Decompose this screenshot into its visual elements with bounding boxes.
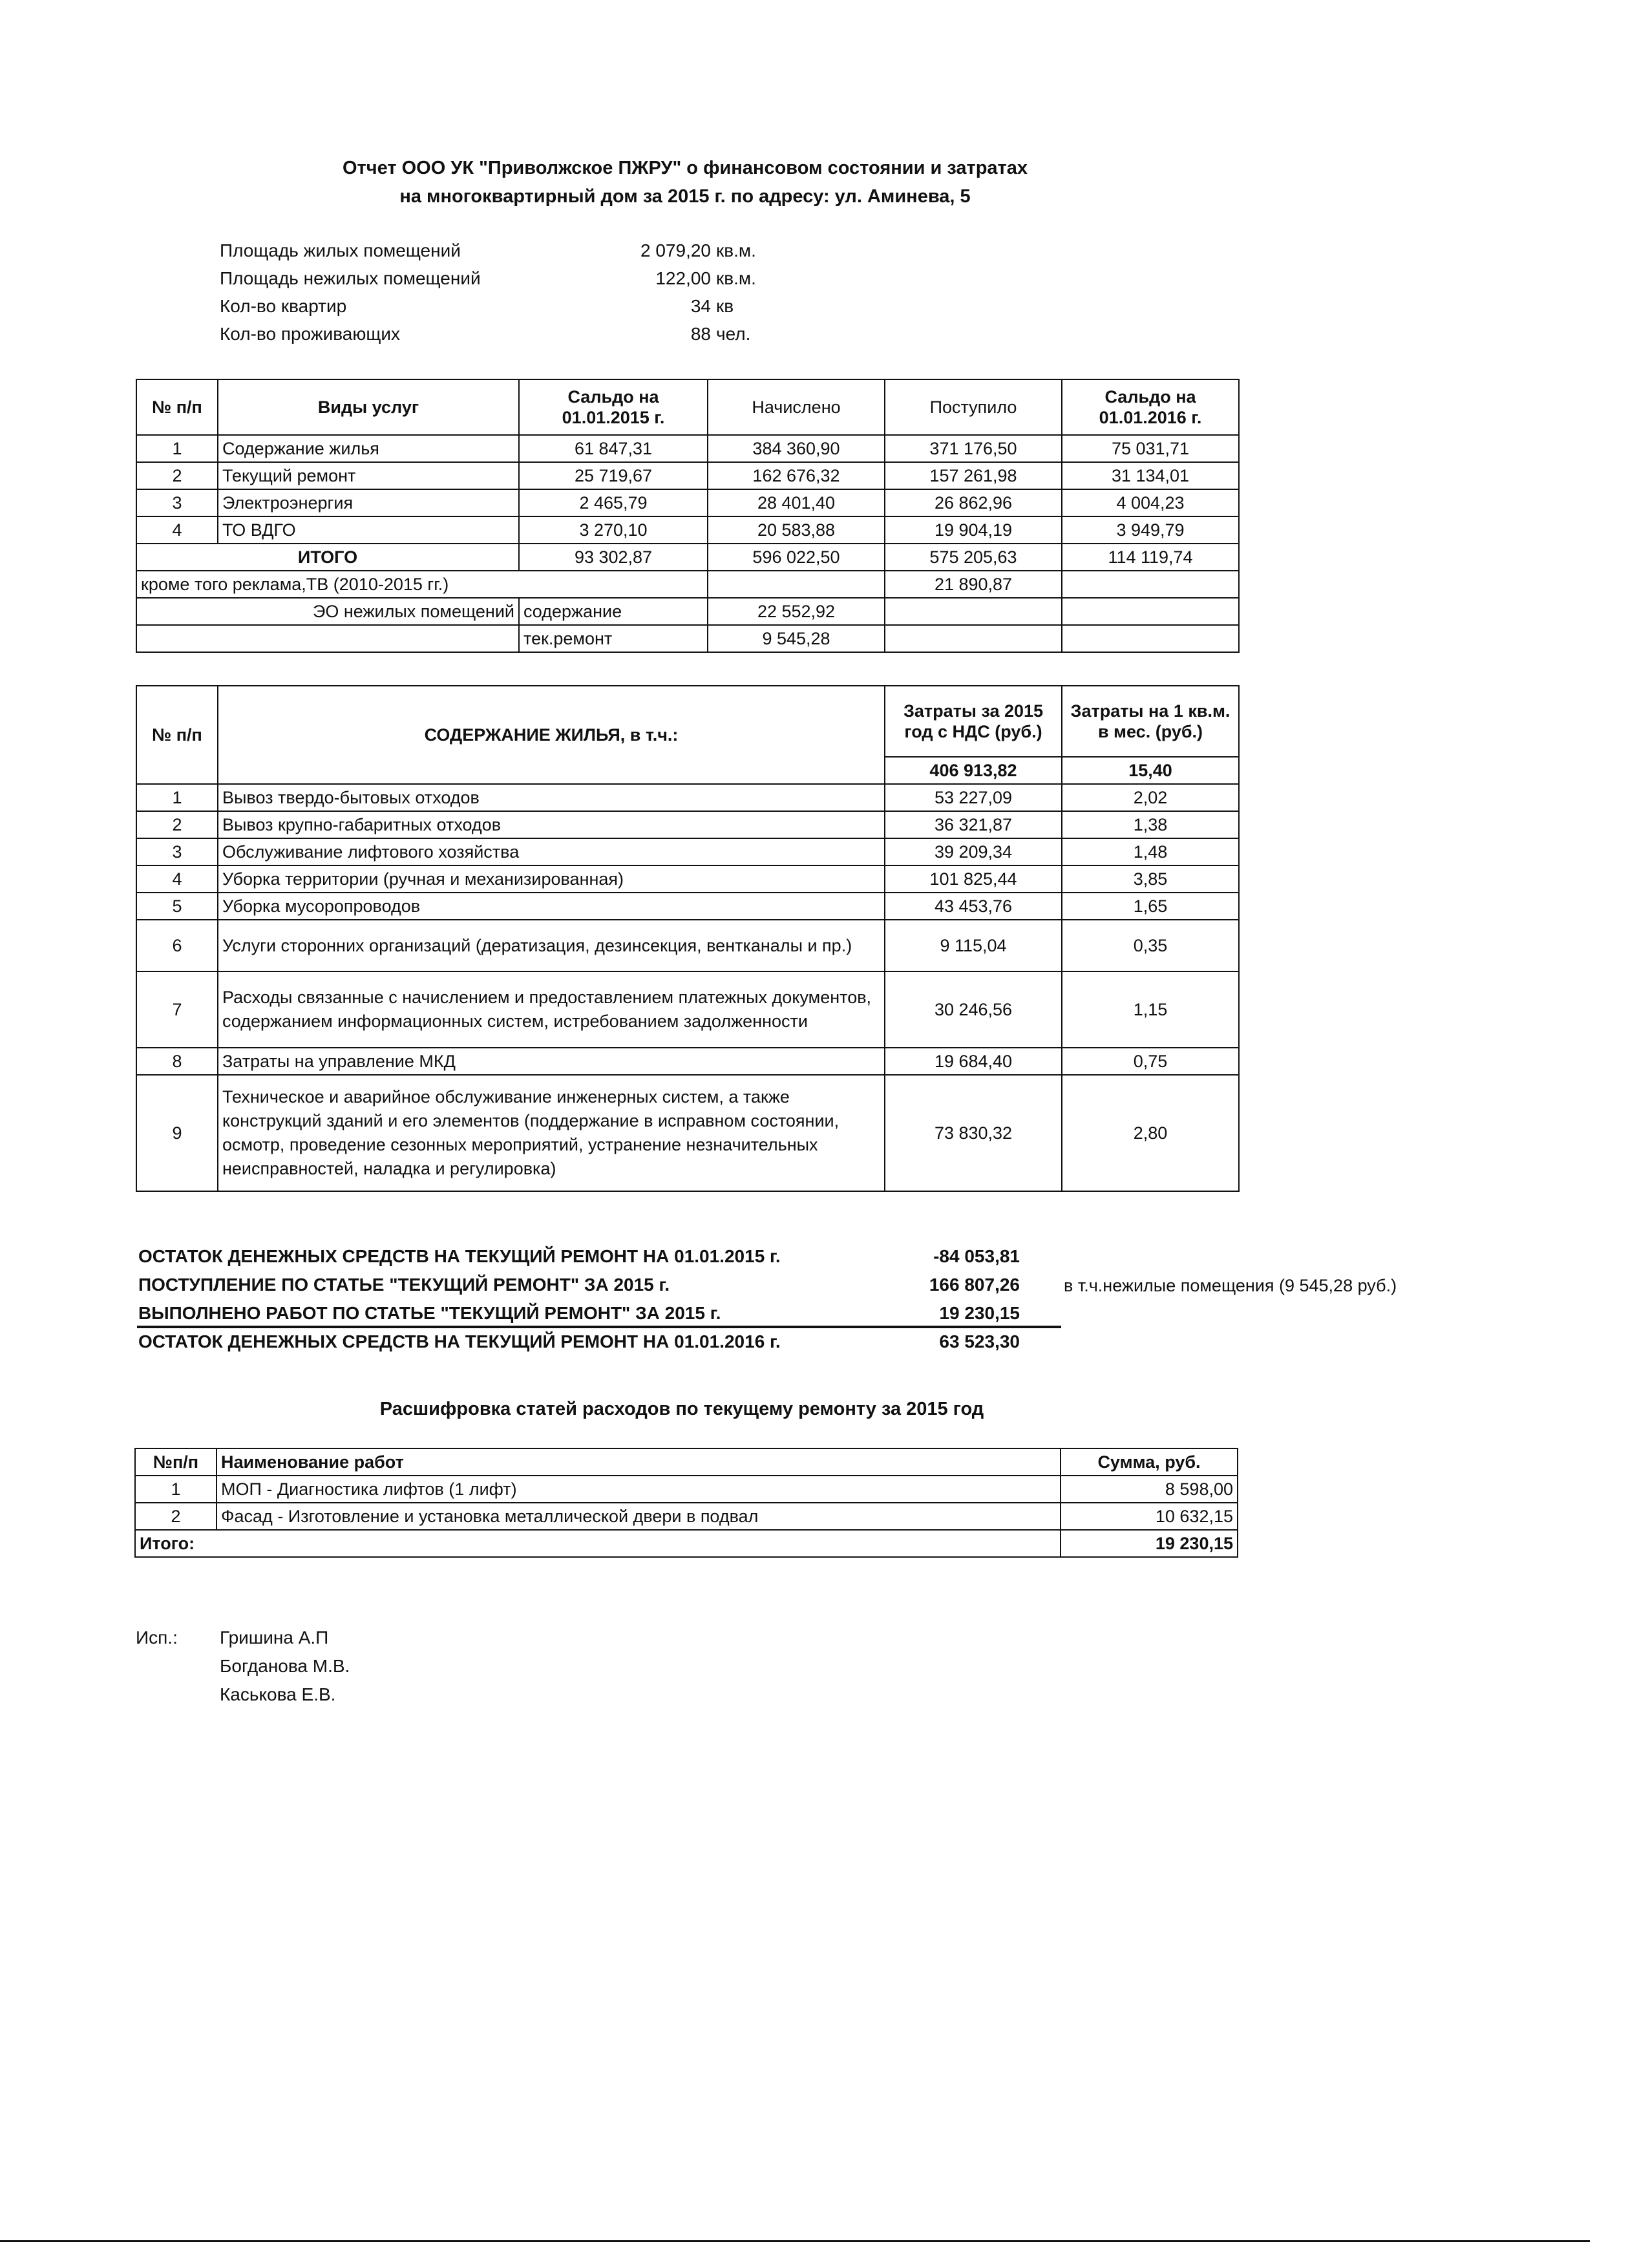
cell-service: Электроэнергия <box>218 489 519 516</box>
col-header-num: № п/п <box>136 379 218 435</box>
cell-cost: 9 115,04 <box>885 920 1062 971</box>
table-row <box>136 893 1239 920</box>
cell-per-m2: 0,75 <box>1062 1048 1239 1075</box>
cell-num: 5 <box>136 893 218 920</box>
summary-value: 19 230,15 <box>939 1303 1020 1323</box>
report-title-line1: Отчет ООО УК "Приволжское ПЖРУ" о финансовом состоянии и затратах <box>342 158 1028 178</box>
extra-row <box>136 571 1239 598</box>
cell-service: ТО ВДГО <box>218 516 519 544</box>
cell-num: 6 <box>136 920 218 971</box>
extra-eo-label: ЭО нежилых помещений <box>136 598 519 625</box>
signature-name: Богданова М.В. <box>220 1656 350 1676</box>
signature-name: Гришина А.П <box>220 1627 329 1648</box>
cell-received: 157 261,98 <box>885 462 1062 489</box>
total-label: Итого: <box>135 1530 1061 1557</box>
summary-label: ОСТАТОК ДЕНЕЖНЫХ СРЕДСТВ НА ТЕКУЩИЙ РЕМОНТ НА 01.01.2015 г. <box>138 1246 781 1266</box>
extra-repair-received <box>885 625 1062 652</box>
repair-breakdown-table <box>134 1448 1238 1558</box>
table-row <box>136 1048 1239 1075</box>
summary-note: в т.ч.нежилые помещения (9 545,28 руб.) <box>1064 1276 1397 1295</box>
cell-saldo-end: 4 004,23 <box>1062 489 1239 516</box>
cell-per-m2: 1,38 <box>1062 811 1239 838</box>
cell-name: Обслуживание лифтового хозяйства <box>218 838 885 865</box>
signature-label: Исп.: <box>136 1627 178 1648</box>
extra-repair-label <box>136 625 519 652</box>
signature-name: Каськова Е.В. <box>220 1684 336 1704</box>
cell-sum: 8 598,00 <box>1061 1476 1238 1503</box>
info-label: Кол-во проживающих <box>220 324 401 344</box>
cell-charged: 162 676,32 <box>708 462 885 489</box>
table-row <box>136 462 1239 489</box>
cell-per-m2: 2,02 <box>1062 784 1239 811</box>
cell-name: МОП - Диагностика лифтов (1 лифт) <box>217 1476 1061 1503</box>
cell-saldo-start: 25 719,67 <box>519 462 708 489</box>
col-header-per-m2: Затраты на 1 кв.м. в мес. (руб.) <box>1062 686 1239 757</box>
col-header-service: Виды услуг <box>218 379 519 435</box>
extra-eo-received <box>885 598 1062 625</box>
total-sum: 19 230,15 <box>1061 1530 1238 1557</box>
cell-received: 19 904,19 <box>885 516 1062 544</box>
summary-label: ВЫПОЛНЕНО РАБОТ ПО СТАТЬЕ "ТЕКУЩИЙ РЕМОНТ" ЗА 2015 г. <box>138 1303 721 1323</box>
table-row <box>136 489 1239 516</box>
summary-divider <box>137 1326 1061 1328</box>
extra-row <box>136 598 1239 625</box>
cell-num: 4 <box>136 516 218 544</box>
cell-saldo-end: 75 031,71 <box>1062 435 1239 462</box>
cell-per-m2: 1,65 <box>1062 893 1239 920</box>
info-label: Площадь нежилых помещений <box>220 268 481 288</box>
table-total-row <box>136 544 1239 571</box>
total-cost: 406 913,82 <box>885 757 1062 784</box>
table-row <box>136 920 1239 971</box>
table-row <box>136 784 1239 811</box>
cell-per-m2: 3,85 <box>1062 865 1239 893</box>
col-header-saldo-end: Сальдо на 01.01.2016 г. <box>1062 379 1239 435</box>
summary-value: -84 053,81 <box>933 1246 1020 1266</box>
services-table <box>136 379 1240 653</box>
cell-name: Затраты на управление МКД <box>218 1048 885 1075</box>
info-label: Кол-во квартир <box>220 296 347 316</box>
extra-eo-sub: содержание <box>519 598 708 625</box>
total-saldo-end: 114 119,74 <box>1062 544 1239 571</box>
table-row <box>135 1503 1238 1530</box>
cell-name: Уборка территории (ручная и механизированная) <box>218 865 885 893</box>
table-row <box>136 811 1239 838</box>
maintenance-table <box>136 685 1240 1192</box>
cell-cost: 30 246,56 <box>885 971 1062 1048</box>
cell-charged: 28 401,40 <box>708 489 885 516</box>
info-value: 2 079,20 <box>640 240 711 260</box>
table-row <box>136 838 1239 865</box>
cell-per-m2: 1,48 <box>1062 838 1239 865</box>
col-header-cost: Затраты за 2015 год с НДС (руб.) <box>885 686 1062 757</box>
cell-num: 4 <box>136 865 218 893</box>
extra-ads-charged <box>708 571 885 598</box>
cell-name: Вывоз крупно-габаритных отходов <box>218 811 885 838</box>
cell-num: 7 <box>136 971 218 1048</box>
cell-name: Техническое и аварийное обслуживание инженерных систем, а также конструкций зданий и его элементов (поддержание в исправном состоянии, осмотр, проведение сезонных мероприятий, устранение незначительных неисправностей, наладка и регулировка) <box>218 1075 885 1191</box>
extra-eo-charged: 22 552,92 <box>708 598 885 625</box>
info-label: Площадь жилых помещений <box>220 240 461 260</box>
extra-repair-empty <box>1062 625 1239 652</box>
cell-num: 3 <box>136 489 218 516</box>
summary-value: 63 523,30 <box>939 1331 1020 1351</box>
extra-repair-charged: 9 545,28 <box>708 625 885 652</box>
cell-saldo-start: 2 465,79 <box>519 489 708 516</box>
cell-saldo-start: 3 270,10 <box>519 516 708 544</box>
total-per-m2: 15,40 <box>1062 757 1239 784</box>
total-saldo-start: 93 302,87 <box>519 544 708 571</box>
info-unit: кв.м. <box>716 240 756 260</box>
cell-num: 9 <box>136 1075 218 1191</box>
cell-charged: 20 583,88 <box>708 516 885 544</box>
cell-cost: 53 227,09 <box>885 784 1062 811</box>
cell-received: 26 862,96 <box>885 489 1062 516</box>
table-row <box>136 435 1239 462</box>
info-value: 122,00 <box>655 268 711 288</box>
cell-saldo-end: 31 134,01 <box>1062 462 1239 489</box>
cell-cost: 101 825,44 <box>885 865 1062 893</box>
table-row <box>136 516 1239 544</box>
cell-saldo-end: 3 949,79 <box>1062 516 1239 544</box>
extra-eo-empty <box>1062 598 1239 625</box>
cell-cost: 43 453,76 <box>885 893 1062 920</box>
table-total-row <box>135 1530 1238 1557</box>
cell-charged: 384 360,90 <box>708 435 885 462</box>
cell-name: Услуги сторонних организаций (дератизация, дезинсекция, вентканалы и пр.) <box>218 920 885 971</box>
extra-row <box>136 625 1239 652</box>
cell-saldo-start: 61 847,31 <box>519 435 708 462</box>
col-header-name: Наименование работ <box>217 1448 1061 1476</box>
summary-value: 166 807,26 <box>929 1275 1020 1295</box>
cell-name: Расходы связанные с начислением и предоставлением платежных документов, содержанием информационных систем, истребованием задолженности <box>218 971 885 1048</box>
table-row <box>136 865 1239 893</box>
report-title-line2: на многоквартирный дом за 2015 г. по адресу: ул. Аминева, 5 <box>399 186 971 207</box>
cell-name: Вывоз твердо-бытовых отходов <box>218 784 885 811</box>
cell-num: 2 <box>135 1503 217 1530</box>
cell-per-m2: 2,80 <box>1062 1075 1239 1191</box>
total-label: ИТОГО <box>136 544 519 571</box>
cell-cost: 36 321,87 <box>885 811 1062 838</box>
cell-sum: 10 632,15 <box>1061 1503 1238 1530</box>
cell-cost: 39 209,34 <box>885 838 1062 865</box>
total-received: 575 205,63 <box>885 544 1062 571</box>
info-unit: чел. <box>716 324 751 344</box>
cell-num: 1 <box>136 784 218 811</box>
col-header-received: Поступило <box>885 379 1062 435</box>
summary-label: ОСТАТОК ДЕНЕЖНЫХ СРЕДСТВ НА ТЕКУЩИЙ РЕМОНТ НА 01.01.2016 г. <box>138 1331 781 1351</box>
cell-name: Уборка мусоропроводов <box>218 893 885 920</box>
cell-cost: 19 684,40 <box>885 1048 1062 1075</box>
col-header-charged: Начислено <box>708 379 885 435</box>
total-charged: 596 022,50 <box>708 544 885 571</box>
cell-name: Фасад - Изготовление и установка металлической двери в подвал <box>217 1503 1061 1530</box>
table-row <box>136 971 1239 1048</box>
extra-repair-sub: тек.ремонт <box>519 625 708 652</box>
col-header-sum: Сумма, руб. <box>1061 1448 1238 1476</box>
summary-label: ПОСТУПЛЕНИЕ ПО СТАТЬЕ "ТЕКУЩИЙ РЕМОНТ" ЗА 2015 г. <box>138 1275 670 1295</box>
scan-edge-line <box>0 2240 1590 2242</box>
col-header-saldo-start: Сальдо на 01.01.2015 г. <box>519 379 708 435</box>
info-value: 34 <box>690 296 711 316</box>
info-value: 88 <box>690 324 711 344</box>
cell-received: 371 176,50 <box>885 435 1062 462</box>
cell-per-m2: 0,35 <box>1062 920 1239 971</box>
col-header-num: № п/п <box>136 686 218 784</box>
cell-per-m2: 1,15 <box>1062 971 1239 1048</box>
repair-breakdown-title: Расшифровка статей расходов по текущему ремонту за 2015 год <box>379 1399 984 1419</box>
cell-num: 8 <box>136 1048 218 1075</box>
table-row <box>135 1476 1238 1503</box>
cell-num: 1 <box>136 435 218 462</box>
cell-num: 2 <box>136 811 218 838</box>
table-row <box>136 1075 1239 1191</box>
cell-service: Текущий ремонт <box>218 462 519 489</box>
cell-num: 3 <box>136 838 218 865</box>
cell-cost: 73 830,32 <box>885 1075 1062 1191</box>
info-unit: кв <box>716 296 734 316</box>
extra-ads-empty <box>1062 571 1239 598</box>
cell-service: Содержание жилья <box>218 435 519 462</box>
cell-num: 1 <box>135 1476 217 1503</box>
cell-num: 2 <box>136 462 218 489</box>
info-unit: кв.м. <box>716 268 756 288</box>
col-header-name: СОДЕРЖАНИЕ ЖИЛЬЯ, в т.ч.: <box>218 686 885 784</box>
col-header-num: №п/п <box>135 1448 217 1476</box>
extra-ads-label: кроме того реклама,ТВ (2010-2015 гг.) <box>136 571 708 598</box>
extra-ads-received: 21 890,87 <box>885 571 1062 598</box>
